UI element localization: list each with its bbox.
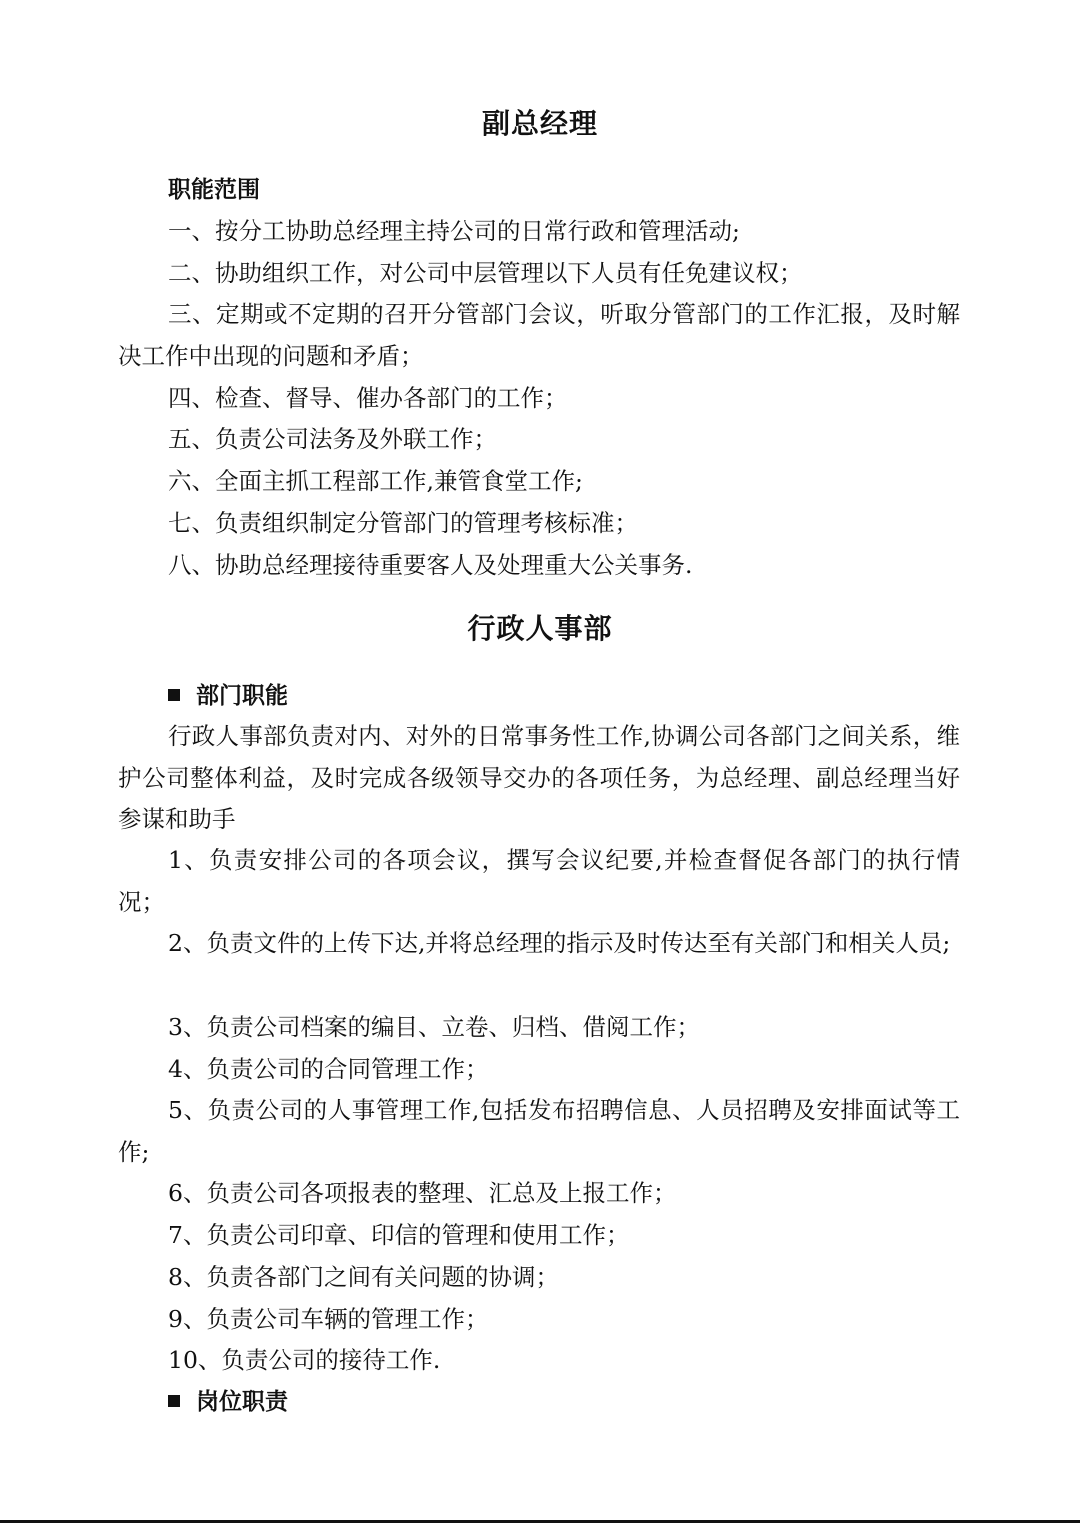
subheading-function-scope: 职能范围 (168, 177, 260, 203)
subheading-label: 部门职能 (196, 683, 288, 709)
section-title-deputy-gm: 副总经理 (481, 107, 598, 140)
list-item: 三、定期或不定期的召开分管部门会议，听取分管部门的工作汇报，及时解决工作中出现的问题和矛盾； (118, 300, 960, 370)
list-item: 8、负责各部门之间有关问题的协调； (168, 1263, 559, 1291)
subheading-dept-function (168, 681, 288, 711)
list-item: 3、负责公司档案的编目、立卷、归档、借阅工作； (168, 1013, 700, 1041)
list-item: 6、负责公司各项报表的整理、汇总及上报工作； (168, 1179, 677, 1207)
list-item: 七、负责组织制定分管部门的管理考核标准； (168, 509, 638, 537)
list-item: 4、负责公司的合同管理工作； (168, 1055, 489, 1083)
list-item: 7、负责公司印章、印信的管理和使用工作； (168, 1221, 630, 1249)
intro-paragraph: 行政人事部负责对内、对外的日常事务性工作,协调公司各部门之间关系，维护公司整体利益，及时完成各级领导交办的各项任务，为总经理、副总经理当好参谋和助手 (118, 722, 960, 833)
list-item: 四、检查、督导、催办各部门的工作； (168, 384, 568, 412)
list-item: 二、协助组织工作，对公司中层管理以下人员有任免建议权； (168, 259, 803, 287)
bullet-square-icon (168, 1395, 180, 1407)
list-item: 八、协助总经理接待重要客人及处理重大公关事务. (168, 551, 693, 579)
list-item: 1、负责安排公司的各项会议，撰写会议纪要,并检查督促各部门的执行情况； (118, 846, 960, 916)
subheading-job-duties (168, 1387, 288, 1417)
section-title-admin-hr: 行政人事部 (467, 612, 613, 645)
list-item: 2、负责文件的上传下达,并将总经理的指示及时传达至有关部门和相关人员; (168, 929, 951, 957)
list-item: 六、全面主抓工程部工作,兼管食堂工作; (168, 467, 583, 495)
subheading-label: 岗位职责 (196, 1389, 288, 1415)
list-item: 9、负责公司车辆的管理工作； (168, 1305, 489, 1333)
list-item: 10、负责公司的接待工作. (168, 1346, 441, 1374)
list-item: 一、按分工协助总经理主持公司的日常行政和管理活动; (168, 217, 740, 245)
bullet-square-icon (168, 689, 180, 701)
list-item: 五、负责公司法务及外联工作； (168, 425, 497, 453)
list-item: 5、负责公司的人事管理工作,包括发布招聘信息、人员招聘及安排面试等工作; (118, 1096, 960, 1166)
